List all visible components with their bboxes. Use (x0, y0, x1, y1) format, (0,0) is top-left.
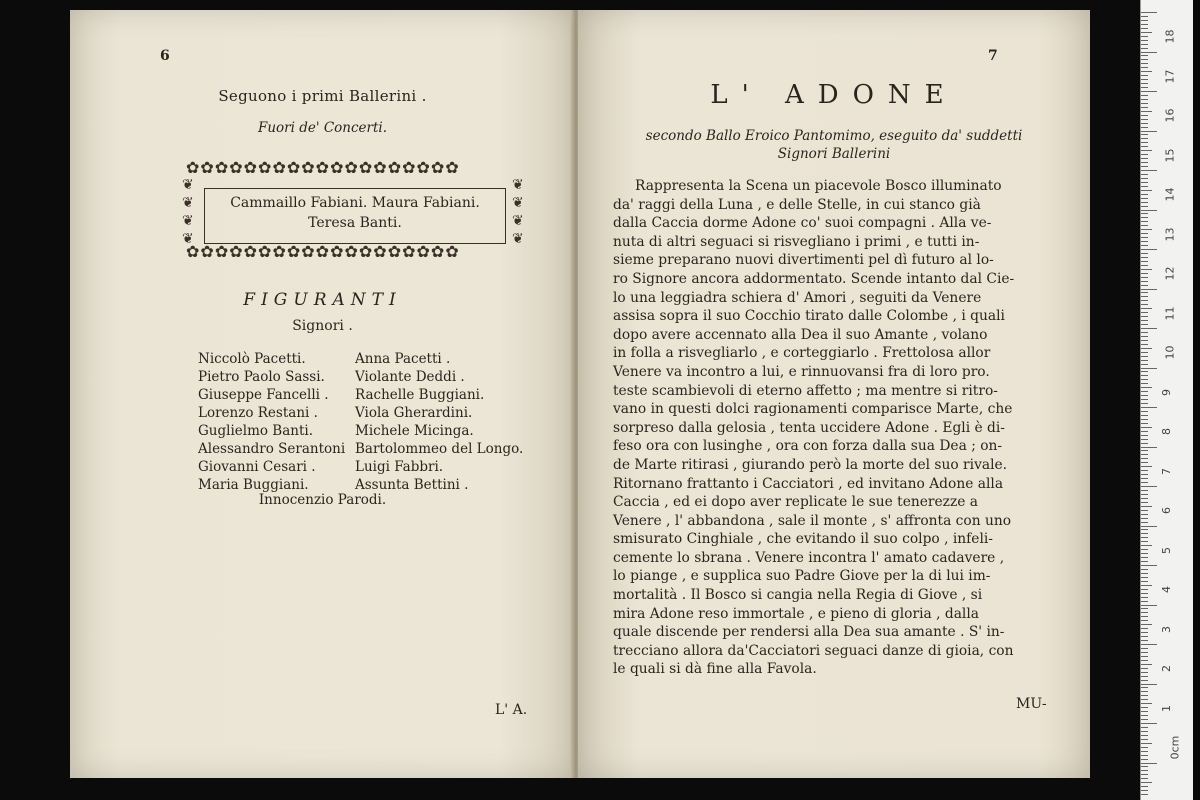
ruler-tick (1141, 474, 1148, 475)
ruler-tick (1141, 597, 1148, 598)
ruler-tick (1141, 537, 1148, 538)
ruler-tick (1141, 174, 1148, 175)
ruler-tick (1141, 585, 1152, 586)
ruler-tick (1141, 285, 1148, 286)
ruler-tick (1141, 292, 1148, 293)
ruler-tick (1141, 478, 1148, 479)
ruler-tick (1141, 565, 1157, 566)
ruler-label: 14 (1163, 187, 1177, 202)
figuranti-title: FIGURANTI (243, 290, 402, 310)
ruler-tick (1141, 281, 1148, 282)
ruler-tick (1141, 423, 1148, 424)
ruler-tick (1141, 119, 1148, 120)
ruler-label: 13 (1163, 227, 1177, 241)
ruler-tick (1141, 711, 1148, 712)
ruler-tick (1141, 506, 1152, 507)
left-page (70, 10, 575, 778)
ruler-tick (1141, 751, 1148, 752)
ruler-tick (1141, 782, 1152, 783)
box-line-2: Teresa Banti. (308, 215, 402, 231)
ruler-tick (1141, 644, 1157, 645)
ruler-tick (1141, 431, 1148, 432)
ruler-tick (1141, 415, 1148, 416)
ornamental-frame (182, 158, 527, 268)
right-page (578, 10, 1090, 778)
ruler-tick (1141, 379, 1148, 380)
name-item: Maria Buggiani. (198, 477, 309, 493)
ruler-tick (1141, 510, 1148, 511)
name-item: Luigi Fabbri. (355, 459, 444, 475)
ruler-tick (1141, 206, 1148, 207)
ruler-tick (1141, 332, 1148, 333)
text-line: quale discende per rendersi alla Dea sua amante . S' in- (613, 624, 1005, 641)
ruler-tick (1141, 142, 1148, 143)
left-page-number: 6 (160, 48, 170, 64)
ruler-tick (1141, 569, 1148, 570)
ruler-label: 3 (1160, 625, 1173, 633)
ruler-tick (1141, 336, 1148, 337)
ruler-tick (1141, 435, 1148, 436)
text-line: cemente lo sbrana . Venere incontra l' amato cadavere , (613, 549, 1005, 566)
ruler-tick (1141, 656, 1148, 657)
ruler-tick (1141, 668, 1148, 669)
ruler-tick (1141, 494, 1148, 495)
ruler-tick (1141, 735, 1148, 736)
ruler-tick (1141, 593, 1148, 594)
ruler-tick (1141, 79, 1148, 80)
ornament-top-row: ✿✿✿✿✿✿✿✿✿✿✿✿✿✿✿✿✿✿✿ (186, 158, 460, 177)
ruler-tick (1141, 490, 1148, 491)
name-item: Assunta Bettini . (355, 477, 469, 493)
ruler-tick (1141, 257, 1148, 258)
ruler-tick (1141, 541, 1148, 542)
ruler-label: 8 (1160, 428, 1173, 435)
ruler-tick (1141, 747, 1148, 748)
play-title: L' ADONE (710, 80, 958, 110)
signori-label: Signori . (292, 318, 353, 334)
ruler-label: 16 (1163, 108, 1177, 123)
ruler-tick (1141, 482, 1148, 483)
ruler-tick (1141, 277, 1148, 278)
ruler-tick (1141, 249, 1157, 250)
ruler-tick (1141, 660, 1148, 661)
ruler-tick (1141, 316, 1148, 317)
ruler-tick (1141, 245, 1148, 246)
ruler-tick (1141, 229, 1152, 230)
ruler-tick (1141, 676, 1148, 677)
ruler-tick (1141, 138, 1148, 139)
ruler-tick (1141, 253, 1148, 254)
ruler-tick (1141, 684, 1157, 685)
name-item: Alessandro Serantoni (198, 441, 346, 457)
ruler-tick (1141, 387, 1152, 388)
ruler-tick (1141, 755, 1148, 756)
ruler-label: 7 (1160, 467, 1173, 475)
ruler-tick (1141, 786, 1148, 787)
dancers-box (204, 188, 506, 244)
ruler-tick (1141, 111, 1152, 112)
ruler-tick (1141, 502, 1148, 503)
ruler-tick (1141, 233, 1148, 234)
ruler-tick (1141, 707, 1148, 708)
ruler-tick (1141, 462, 1148, 463)
ruler-tick (1141, 723, 1157, 724)
ruler-tick (1141, 265, 1148, 266)
text-line: ro Signore ancora addormentato. Scende intanto dal Cie- (613, 270, 1015, 287)
ruler-tick (1141, 652, 1148, 653)
ruler-tick (1141, 225, 1148, 226)
ruler-tick (1141, 296, 1148, 297)
text-line: dalla Caccia dorme Adone co' suoi compagni . Alla ve- (613, 215, 992, 232)
ruler-tick (1141, 103, 1148, 104)
ruler-tick (1141, 383, 1148, 384)
ruler-tick (1141, 150, 1152, 151)
ruler-tick (1141, 182, 1148, 183)
ruler-tick (1141, 368, 1157, 369)
ruler-tick (1141, 16, 1148, 17)
text-line: sieme preparano nuovi divertimenti pel dì futuro al lo- (613, 252, 994, 269)
ruler-tick (1141, 470, 1148, 471)
ruler-tick (1141, 624, 1152, 625)
text-line: Venere , l' abbandona , sale il monte , s' affronta con uno (613, 512, 1012, 529)
ruler-tick (1141, 778, 1148, 779)
ruler-tick (1141, 522, 1148, 523)
ruler-tick (1141, 237, 1148, 238)
right-page-number: 7 (988, 48, 998, 64)
ruler-tick (1141, 210, 1157, 211)
name-item: Bartolommeo del Longo. (355, 441, 524, 457)
ruler-tick (1141, 557, 1148, 558)
ruler-tick (1141, 217, 1148, 218)
synopsis-text (613, 177, 1063, 679)
ruler-label: 17 (1163, 69, 1177, 83)
name-item: Giuseppe Fancelli . (198, 387, 329, 403)
ruler-tick (1141, 312, 1148, 313)
text-line: trecciano allora da'Cacciatori seguaci danze di gioia, con (613, 642, 1014, 659)
ruler-tick (1141, 774, 1148, 775)
ruler-tick (1141, 75, 1148, 76)
ornament-left-col: ❦ ❦ ❦ ❦ (182, 177, 194, 247)
ruler-tick (1141, 549, 1148, 550)
ruler-tick (1141, 648, 1148, 649)
ruler-tick (1141, 99, 1148, 100)
ruler-tick (1141, 612, 1148, 613)
ruler-tick (1141, 24, 1148, 25)
ruler-label: 10 (1163, 345, 1177, 360)
ruler-tick (1141, 743, 1152, 744)
text-line: smisurato Cinghiale , che evitando il suo colpo , infeli- (613, 531, 993, 548)
ruler-tick (1141, 573, 1148, 574)
ruler-tick (1141, 300, 1148, 301)
ruler-tick (1141, 443, 1148, 444)
ruler-tick (1141, 328, 1157, 329)
open-book (70, 10, 1090, 778)
text-line: mortalità . Il Bosco si cangia nella Regia di Giove , si (613, 587, 983, 604)
name-item: Guglielmo Banti. (198, 423, 313, 439)
name-item: Lorenzo Restani . (198, 405, 318, 421)
ruler-tick (1141, 12, 1157, 13)
ruler-tick (1141, 273, 1148, 274)
ruler-tick (1141, 790, 1148, 791)
ruler-tick (1141, 340, 1148, 341)
ruler-tick (1141, 518, 1148, 519)
ruler-tick (1141, 529, 1148, 530)
ruler-tick (1141, 289, 1157, 290)
ruler-label: 2 (1160, 665, 1173, 672)
text-line: nuta di altri seguaci si risvegliano i primi , e tutti in- (613, 233, 980, 250)
ruler-tick (1141, 67, 1148, 68)
text-line: vano in questi dolci ragionamenti comparisce Marte, che (613, 401, 1013, 418)
ruler-tick (1141, 44, 1148, 45)
measuring-ruler (1140, 0, 1193, 800)
ruler-label: 18 (1163, 29, 1177, 44)
ruler-tick (1141, 91, 1157, 92)
ruler-tick (1141, 498, 1148, 499)
ruler-tick (1141, 447, 1157, 448)
name-item: Viola Gherardini. (355, 405, 473, 421)
ruler-tick (1141, 458, 1148, 459)
ruler-tick (1141, 107, 1148, 108)
ruler-tick (1141, 620, 1148, 621)
ruler-tick (1141, 115, 1148, 116)
subtitle-line-2: Signori Ballerini (777, 146, 891, 162)
ruler-tick (1141, 699, 1148, 700)
ruler-tick (1141, 194, 1148, 195)
ruler-tick (1141, 672, 1148, 673)
ruler-tick (1141, 664, 1152, 665)
ruler-label: 9 (1160, 388, 1173, 396)
names-column-2 (355, 350, 523, 494)
ruler-tick (1141, 131, 1157, 132)
ruler-tick (1141, 486, 1157, 487)
ruler-tick (1141, 454, 1148, 455)
text-line: Ritornano frattanto i Cacciatori , ed invitano Adone alla (613, 475, 1004, 492)
text-line: da' raggi della Luna , e delle Stelle, in cui stanco già (613, 196, 981, 213)
ruler-tick (1141, 628, 1148, 629)
ruler-tick (1141, 55, 1148, 56)
ruler-tick (1141, 427, 1152, 428)
ruler-tick (1141, 158, 1148, 159)
ruler-tick (1141, 348, 1152, 349)
ruler-tick (1141, 514, 1148, 515)
ruler-tick (1141, 770, 1148, 771)
ruler-tick (1141, 794, 1148, 795)
ruler-tick (1141, 695, 1148, 696)
ruler-tick (1141, 395, 1148, 396)
name-item: Michele Micinga. (355, 423, 474, 439)
ruler-tick (1141, 553, 1148, 554)
ruler-label: 12 (1163, 266, 1177, 281)
name-item: Violante Deddi . (355, 369, 465, 385)
text-line: feso ora con lusinghe , ora con forza dalla sua Dea ; on- (613, 438, 1003, 455)
ruler-tick (1141, 71, 1152, 72)
name-item: Niccolò Pacetti. (198, 351, 306, 367)
ruler-tick (1141, 190, 1152, 191)
ruler-label: 1 (1160, 704, 1173, 712)
ruler-tick (1141, 371, 1148, 372)
ruler-tick (1141, 146, 1148, 147)
ruler-tick (1141, 715, 1148, 716)
ruler-tick (1141, 680, 1148, 681)
ruler-tick (1141, 261, 1148, 262)
ruler-tick (1141, 127, 1148, 128)
ruler-tick (1141, 123, 1148, 124)
ruler-tick (1141, 320, 1148, 321)
ruler-label: 11 (1163, 306, 1177, 320)
ruler-tick (1141, 399, 1148, 400)
ruler-tick (1141, 352, 1148, 353)
ruler-tick (1141, 466, 1152, 467)
ruler-tick (1141, 52, 1157, 53)
left-catchword: L' A. (495, 702, 528, 718)
ruler-tick (1141, 403, 1148, 404)
ruler-tick (1141, 450, 1148, 451)
ruler-tick (1141, 36, 1148, 37)
ruler-tick (1141, 703, 1152, 704)
ruler-tick (1141, 411, 1148, 412)
ruler-tick (1141, 324, 1148, 325)
ruler-tick (1141, 48, 1148, 49)
box-line-1: Cammaillo Fabiani. Maura Fabiani. (230, 195, 480, 211)
ruler-tick (1141, 360, 1148, 361)
subtitle-line-1: secondo Ballo Eroico Pantomimo, eseguito da' suddetti (645, 128, 1023, 144)
ruler-tick (1141, 763, 1157, 764)
ruler-tick (1141, 589, 1148, 590)
ruler-tick (1141, 608, 1148, 609)
ruler-label: 15 (1163, 148, 1177, 162)
ruler-tick (1141, 186, 1148, 187)
ruler-tick (1141, 577, 1148, 578)
ruler-tick (1141, 83, 1148, 84)
ruler-tick (1141, 344, 1148, 345)
ruler-tick (1141, 691, 1148, 692)
left-heading: Seguono i primi Ballerini . (218, 87, 427, 105)
ruler-tick (1141, 759, 1148, 760)
ornament-right-col: ❦ ❦ ❦ ❦ (512, 177, 524, 247)
ruler-tick (1141, 605, 1157, 606)
ruler-tick (1141, 364, 1148, 365)
ruler-tick (1141, 213, 1148, 214)
ruler-tick (1141, 636, 1148, 637)
ruler-tick (1141, 304, 1148, 305)
ruler-tick (1141, 581, 1148, 582)
text-line: lo una leggiadra schiera d' Amori , seguiti da Venere (613, 289, 982, 306)
ruler-tick (1141, 766, 1148, 767)
text-line: dopo avere accennato alla Dea il suo Amante , volano (613, 326, 988, 343)
ruler-tick (1141, 561, 1148, 562)
ruler-tick (1141, 719, 1148, 720)
ruler-tick (1141, 221, 1148, 222)
ruler-tick (1141, 20, 1148, 21)
ruler-tick (1141, 545, 1152, 546)
ruler-tick (1141, 241, 1148, 242)
ornament-bottom-row: ✿✿✿✿✿✿✿✿✿✿✿✿✿✿✿✿✿✿✿ (186, 242, 460, 261)
text-line: lo piange , e supplica suo Padre Giove per la di lui im- (613, 568, 991, 585)
left-subheading: Fuori de' Concerti. (257, 120, 388, 136)
name-item: Pietro Paolo Sassi. (198, 369, 325, 385)
ruler-tick (1141, 198, 1148, 199)
ruler-tick (1141, 687, 1148, 688)
ruler-tick (1141, 640, 1148, 641)
ruler-tick (1141, 739, 1148, 740)
text-line: Rappresenta la Scena un piacevole Bosco illuminato (635, 178, 1002, 194)
ruler-tick (1141, 28, 1148, 29)
ruler-label: 6 (1160, 507, 1173, 514)
name-item: Giovanni Cesari . (198, 459, 316, 475)
ruler-tick (1141, 391, 1148, 392)
name-item: Rachelle Buggiani. (355, 387, 485, 403)
text-line: sorpreso dalla gelosia , tenta uccidere Adone . Egli è di- (613, 419, 1005, 436)
ruler-tick (1141, 154, 1148, 155)
ruler-tick (1141, 356, 1148, 357)
text-line: in folla a risvegliarlo , e corteggiarlo . Frettolosa allor (613, 345, 991, 362)
ruler-label: 5 (1160, 546, 1173, 554)
ruler-tick (1141, 87, 1148, 88)
text-line: mira Adone reso immortale , e pieno di gloria , dalla (613, 605, 979, 622)
ruler-tick (1141, 170, 1157, 171)
right-catchword: MU- (1016, 696, 1047, 712)
ruler-tick (1141, 731, 1148, 732)
ruler-label: 4 (1160, 586, 1173, 593)
text-line: le quali si dà fine alla Favola. (613, 661, 817, 678)
ruler-tick (1141, 727, 1148, 728)
ruler-tick (1141, 375, 1148, 376)
name-item: Anna Pacetti . (355, 351, 451, 367)
ruler-tick (1141, 533, 1148, 534)
ruler-tick (1141, 202, 1148, 203)
text-line: teste scambievoli di eterno affetto ; ma mentre si ritro- (613, 382, 998, 399)
ruler-tick (1141, 439, 1148, 440)
ruler-tick (1141, 178, 1148, 179)
ruler-tick (1141, 526, 1157, 527)
text-line: de Marte ritirasi , giurando però la morte del suo rivale. (613, 456, 1008, 473)
ruler-label: 0cm (1168, 735, 1182, 760)
ruler-tick (1141, 40, 1148, 41)
ruler-tick (1141, 134, 1148, 135)
ruler-tick (1141, 95, 1148, 96)
text-line: Venere va incontro a lui, e rinnuovansi fra di loro pro. (613, 363, 990, 380)
ruler-tick (1141, 162, 1148, 163)
ruler-tick (1141, 308, 1152, 309)
ruler-tick (1141, 166, 1148, 167)
ruler-tick (1141, 601, 1148, 602)
text-line: assisa sopra il suo Cocchio tirato dalle Colombe , i quali (613, 308, 1005, 325)
text-line: Caccia , ed ei dopo aver replicate le sue tenerezze a (613, 494, 978, 511)
names-column-1 (198, 350, 345, 494)
ruler-tick (1141, 59, 1148, 60)
ruler-tick (1141, 632, 1148, 633)
ruler-tick (1141, 407, 1157, 408)
ruler-tick (1141, 616, 1148, 617)
ruler-tick (1141, 32, 1152, 33)
ruler-tick (1141, 269, 1152, 270)
last-name: Innocenzio Parodi. (258, 492, 387, 508)
ruler-tick (1141, 63, 1148, 64)
ruler-tick (1141, 419, 1148, 420)
